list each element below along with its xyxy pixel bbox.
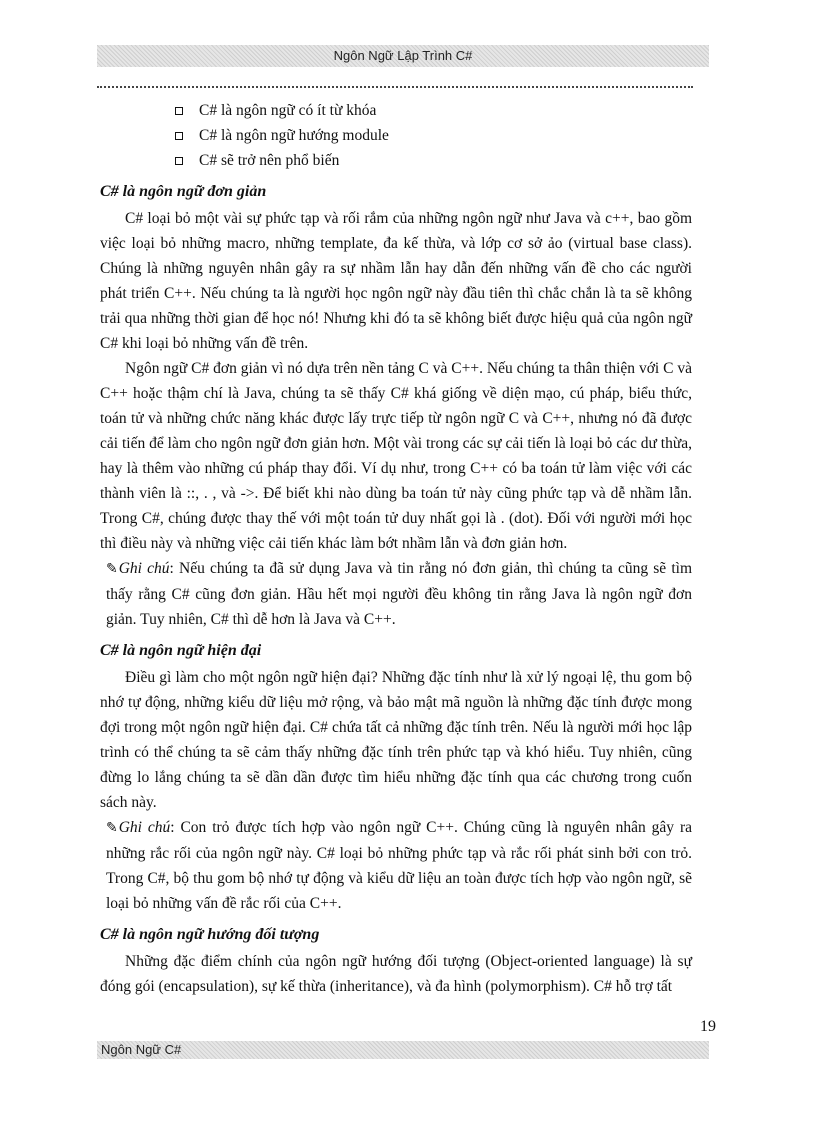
list-item: C# là ngôn ngữ có ít từ khóa bbox=[175, 98, 692, 123]
footer-title: Ngôn Ngữ C# bbox=[101, 1042, 182, 1057]
running-header bbox=[97, 45, 709, 67]
note-text: : Con trỏ được tích hợp vào ngôn ngữ C++. Chúng cũng là nguyên nhân gây ra những rắc rối của ngôn ngữ này. C# loại bỏ những phức tạp và rắc rối phát sinh bởi con trỏ. Trong C#, bộ thu gom bộ nhớ tự động và kiểu dữ liệu an toàn được tích hợp vào ngôn ngữ, sẽ loại bỏ những vấn đề rắc rối của C++. bbox=[106, 819, 692, 912]
square-bullet-icon bbox=[175, 107, 183, 115]
section-heading-oop: C# là ngôn ngữ hướng đối tượng bbox=[100, 926, 320, 943]
section-heading-simple: C# là ngôn ngữ đơn giản bbox=[100, 183, 267, 200]
list-item: C# sẽ trở nên phổ biến bbox=[175, 148, 692, 173]
running-footer bbox=[97, 1041, 709, 1059]
paragraph: Những đặc điểm chính của ngôn ngữ hướng đối tượng (Object-oriented language) là sự đóng gói (encapsulation), sự kế thừa (inheritance), và đa hình (polymorphism). C# hỗ trợ tất bbox=[100, 953, 692, 995]
square-bullet-icon bbox=[175, 157, 183, 165]
page-body bbox=[100, 98, 692, 999]
paragraph: C# loại bỏ một vài sự phức tạp và rối rắm của những ngôn ngữ như Java và c++, bao gồm việc loại bỏ những macro, những template, đa kế thừa, và lớp cơ sở ảo (virtual base class). Chúng là những nguyên nhân gây ra sự nhầm lẫn hay dẫn đến những vấn đề cho các người phát triển C++. Nếu chúng ta là người học ngôn ngữ này đầu tiên thì chắc chắn là ta sẽ không trải qua những thời gian để học nó! Nhưng khi đó ta sẽ không biết được hiệu quả của ngôn ngữ C# khi loại bỏ những vấn đề trên. bbox=[100, 210, 692, 352]
section-heading-modern: C# là ngôn ngữ hiện đại bbox=[100, 642, 262, 659]
note-paragraph bbox=[100, 556, 692, 632]
page-number: 19 bbox=[700, 1018, 716, 1035]
note-text: : Nếu chúng ta đã sử dụng Java và tin rằng nó đơn giản, thì chúng ta cũng sẽ tìm thấy rằng C# cũng đơn giản. Hầu hết mọi người đều không tin rằng Java là ngôn ngữ đơn giản. Tuy nhiên, C# thì dễ hơn là Java và C++. bbox=[106, 560, 692, 628]
paragraph: Điều gì làm cho một ngôn ngữ hiện đại? Những đặc tính như là xử lý ngoại lệ, thu gom bộ nhớ tự động, những kiểu dữ liệu mở rộng, và bảo mật mã nguồn là những đặc tính được mong đợi trong một ngôn ngữ hiện đại. C# chứa tất cả những đặc tính trên. Nếu là người mới học lập trình có thể chúng ta sẽ cảm thấy những đặc tính trên phức tạp và khó hiểu. Tuy nhiên, cũng đừng lo lắng chúng ta sẽ dần dần được tìm hiểu những đặc tính qua các chương trong cuốn sách này. bbox=[100, 669, 692, 811]
header-title: Ngôn Ngữ Lập Trình C# bbox=[333, 48, 473, 63]
pencil-icon: ✎ bbox=[106, 562, 118, 577]
paragraph: Ngôn ngữ C# đơn giản vì nó dựa trên nền tảng C và C++. Nếu chúng ta thân thiện với C và C++ hoặc thậm chí là Java, chúng ta sẽ thấy C# khá giống về diện mạo, cú pháp, biểu thức, toán tử và những chức năng khác được lấy trực tiếp từ ngôn ngữ C và C++, nhưng nó đã được cải tiến để làm cho ngôn ngữ đơn giản hơn. Một vài trong các sự cải tiến là loại bỏ các dư thừa, hay là thêm vào những cú pháp thay đổi. Ví dụ như, trong C++ có ba toán tử làm việc với các thành viên là ::, . , và ->. Để biết khi nào dùng ba toán tử này cũng phức tạp và dễ nhầm lẫn. Trong C#, chúng được thay thế với một toán tử duy nhất gọi là . (dot). Đối với người mới học thì điều này và những việc cải tiến khác làm bớt nhầm lẫn và đơn giản hơn. bbox=[100, 360, 692, 552]
header-divider bbox=[97, 86, 693, 88]
note-label: Ghi chú bbox=[118, 560, 170, 577]
list-item: C# là ngôn ngữ hướng module bbox=[175, 123, 692, 148]
square-bullet-icon bbox=[175, 132, 183, 140]
feature-list bbox=[100, 98, 692, 173]
note-paragraph bbox=[100, 815, 692, 916]
note-label: Ghi chú bbox=[118, 819, 171, 836]
pencil-icon: ✎ bbox=[106, 821, 118, 836]
